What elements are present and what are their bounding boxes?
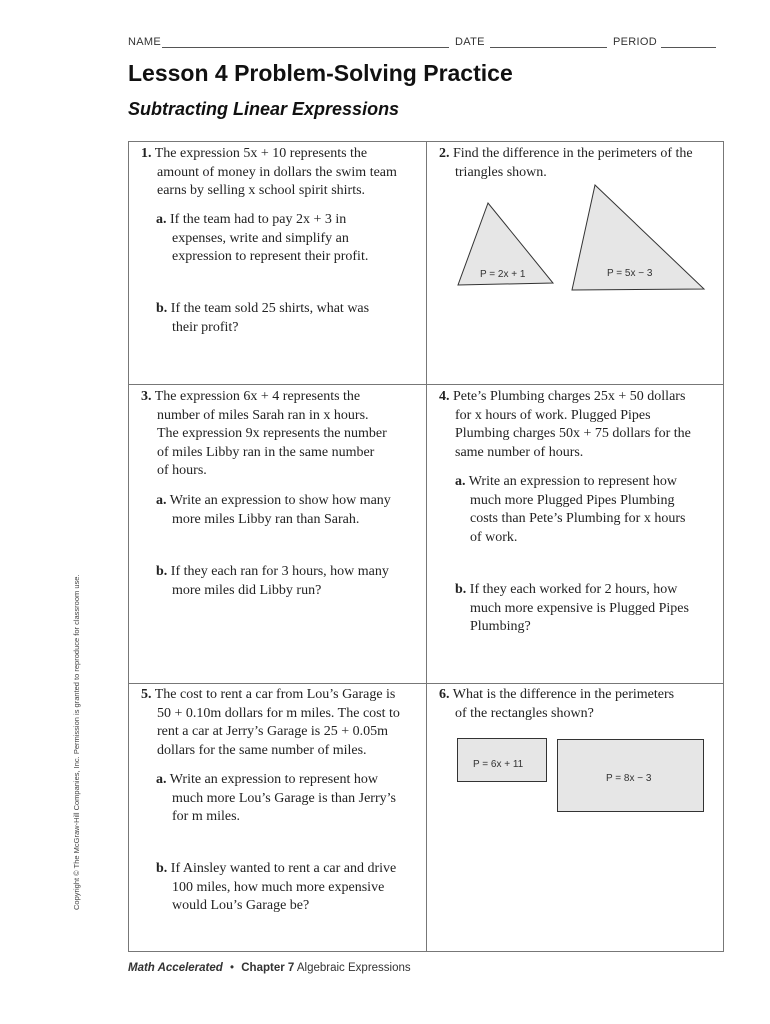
problem-1-part-a: a. If the team had to pay 2x + 3 in expenses, write and simplify an expression to represent their profit. [156,212,369,264]
problem-3: 3. The expression 6x + 4 represents the number of miles Sarah ran in x hours. The expression 9x represents the number of miles Libby ran in the same number of hours. [141,389,387,478]
date-field-line[interactable] [490,47,607,48]
grid-row-divider [128,683,724,684]
problem-4: 4. Pete’s Plumbing charges 25x + 50 dollars for x hours of work. Plugged Pipes Plumbing charges 50x + 75 dollars for the same number of hours. [439,389,691,460]
footer-course: Math Accelerated [128,962,223,974]
page-title: Lesson 4 Problem-Solving Practice [128,60,513,86]
footer-bullet: • [230,962,235,974]
grid-vertical-divider [426,141,427,952]
period-field-line[interactable] [661,47,716,48]
name-label: NAME [128,36,161,48]
problem-1-part-b: b. If the team sold 25 shirts, what was their profit? [156,301,370,335]
problem-3-part-a: a. Write an expression to show how many more miles Libby ran than Sarah. [156,493,391,527]
problem-5-part-a: a. Write an expression to represent how much more Lou’s Garage is than Jerry’s for m miles. [156,772,396,824]
page-footer [128,962,411,974]
name-field-line[interactable] [162,47,449,48]
triangle-large-label: P = 5x − 3 [607,268,653,279]
problem-1: 1. The expression 5x + 10 represents the amount of money in dollars the swim team earns by selling x school spirit shirts. [141,146,397,198]
problem-6: 6. What is the difference in the perimeters of the rectangles shown? [439,687,675,721]
problem-4-part-b: b. If they each worked for 2 hours, how much more expensive is Plugged Pipes Plumbing? [455,582,689,634]
rectangle-small-label: P = 6x + 11 [473,759,524,770]
footer-topic: Algebraic Expressions [296,962,411,974]
period-label: PERIOD [613,36,657,48]
date-label: DATE [455,36,485,48]
rectangle-large-label: P = 8x − 3 [606,773,652,784]
problem-5-part-b: b. If Ainsley wanted to rent a car and drive 100 miles, how much more expensive would Lou’s Garage be? [156,861,397,913]
rectangles-figure [455,736,710,816]
grid-row-divider [128,384,724,385]
footer-chapter: Chapter 7 [241,962,295,974]
page-subtitle: Subtracting Linear Expressions [128,99,400,119]
triangles-figure [440,180,720,295]
copyright-notice: Copyright © The McGraw-Hill Companies, Inc. Permission is granted to reproduce for classroom use. [72,574,81,910]
problem-3-part-b: b. If they each ran for 3 hours, how many more miles did Libby run? [156,564,389,598]
triangle-small-label: P = 2x + 1 [480,269,526,280]
problem-5: 5. The cost to rent a car from Lou’s Garage is 50 + 0.10m dollars for m miles. The cost to rent a car at Jerry’s Garage is 25 + 0.05m dollars for the same number of miles. [141,687,400,758]
problem-4-part-a: a. Write an expression to represent how much more Plugged Pipes Plumbing costs than Pete’s Plumbing for x hours of work. [455,474,686,545]
problem-number: 1. [141,146,152,161]
problem-2: 2. Find the difference in the perimeters of the triangles shown. [439,146,693,180]
